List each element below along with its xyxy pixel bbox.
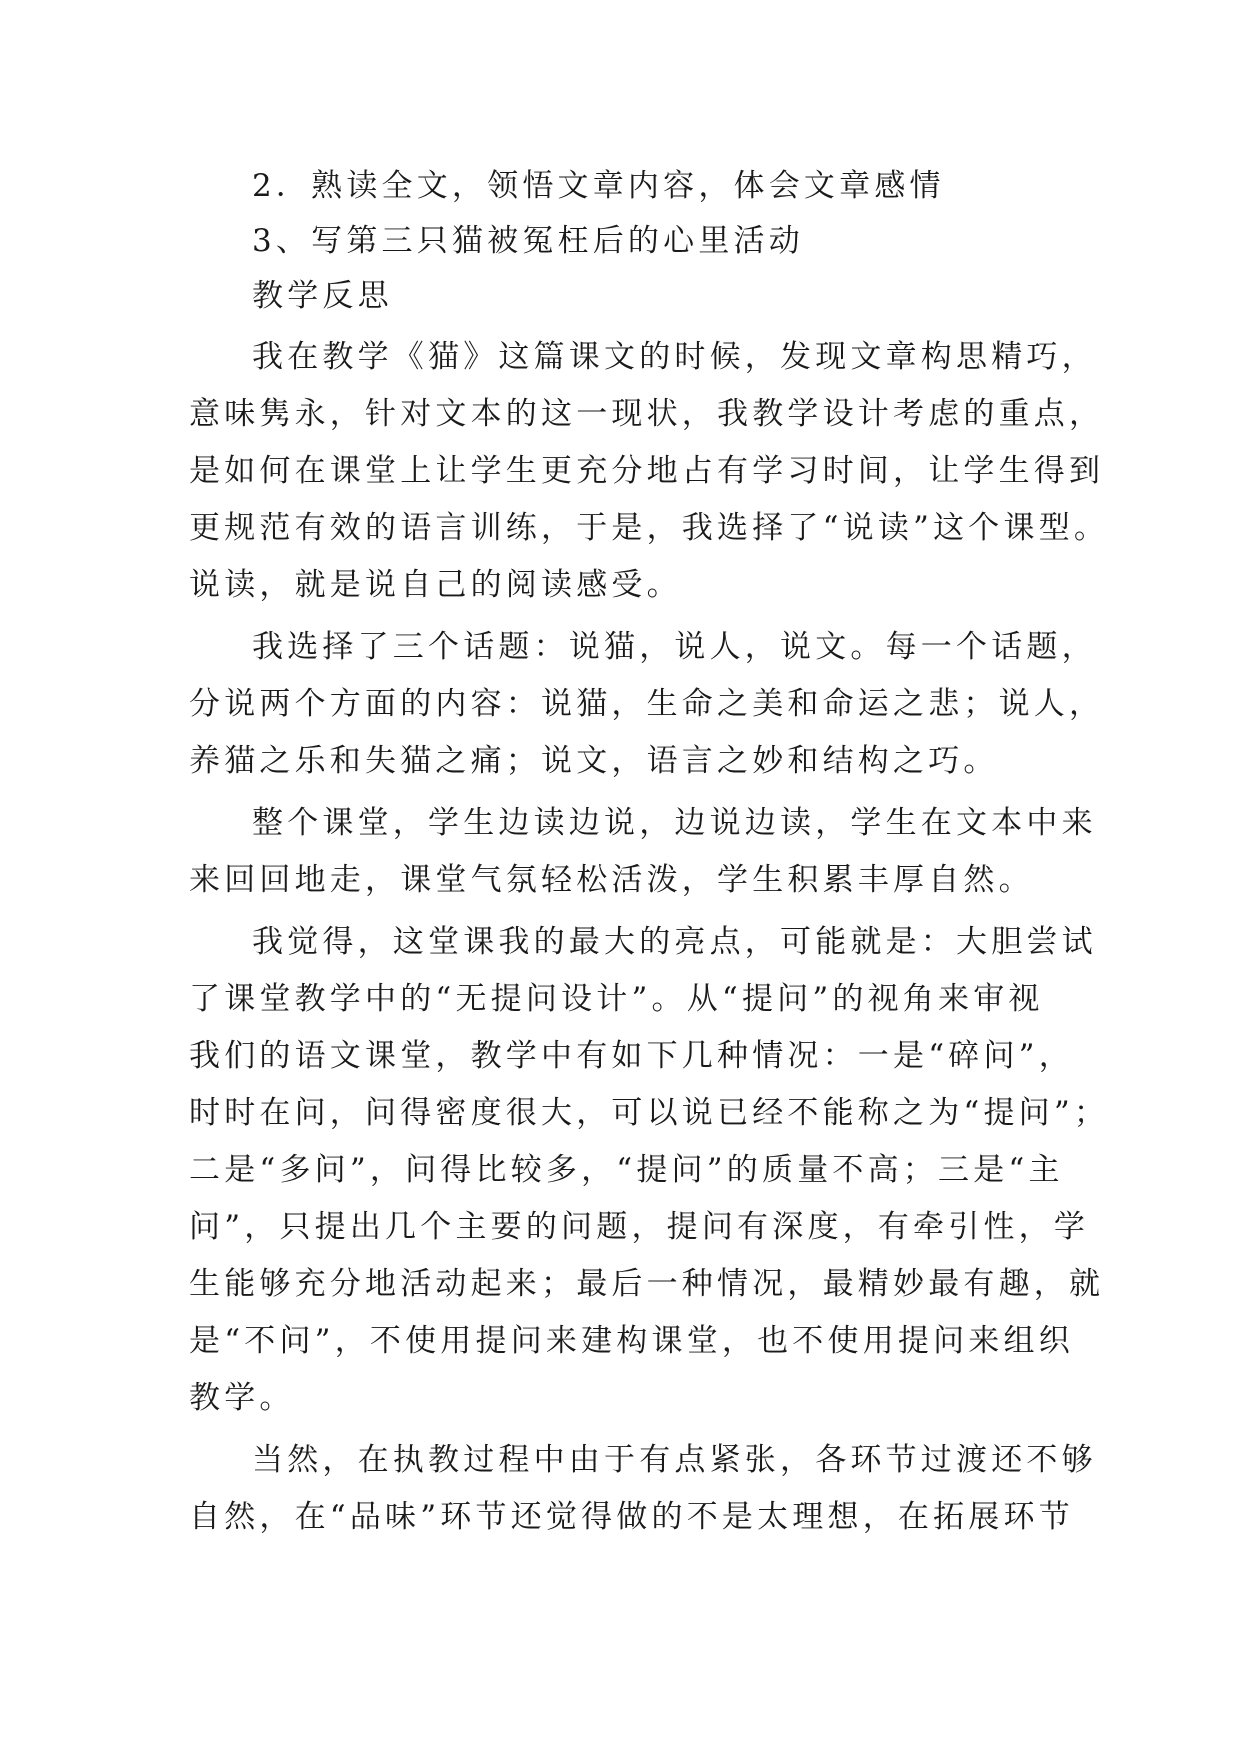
paragraph-line: 当然，在执教过程中由于有点紧张，各环节过渡还不够 xyxy=(252,1442,1097,1478)
paragraph-line: 了课堂教学中的“无提问设计”。从“提问”的视角来审视 xyxy=(189,981,1044,1017)
paragraph-line: 生能够充分地活动起来；最后一种情况，最精妙最有趣，就 xyxy=(189,1266,1105,1302)
paragraph-line: 我在教学《猫》这篇课文的时候，发现文章构思精巧， xyxy=(252,339,1097,375)
paragraph-line: 是“不问”，不使用提问来建构课堂，也不使用提问来组织 xyxy=(189,1323,1074,1359)
paragraph-line: 二是“多问”，问得比较多，“提问”的质量不高；三是“主 xyxy=(189,1152,1064,1188)
paragraph-line: 自然，在“品味”环节还觉得做的不是太理想，在拓展环节 xyxy=(189,1499,1074,1535)
paragraph-line: 整个课堂，学生边读边说，边说边读，学生在文本中来 xyxy=(252,805,1097,841)
paragraph-line: 我们的语文课堂，教学中有如下几种情况：一是“碎问”， xyxy=(189,1038,1074,1074)
paragraph-line: 更规范有效的语言训练，于是，我选择了“说读”这个课型。 xyxy=(189,510,1110,546)
paragraph-line: 意味隽永，针对文本的这一现状，我教学设计考虑的重点， xyxy=(189,396,1105,432)
paragraph-line: 我选择了三个话题：说猫，说人，说文。每一个话题， xyxy=(252,629,1097,665)
paragraph-line: 说读，就是说自己的阅读感受。 xyxy=(189,567,682,603)
item-2-reading-goal: 2．熟读全文，领悟文章内容，体会文章感情 xyxy=(252,168,945,204)
paragraph-line: 来回回地走，课堂气氛轻松活泼，学生积累丰厚自然。 xyxy=(189,862,1034,898)
section-heading-teaching-reflection: 教学反思 xyxy=(252,278,393,314)
paragraph-line: 问”，只提出几个主要的问题，提问有深度，有牵引性，学 xyxy=(189,1209,1090,1245)
paragraph-line: 我觉得，这堂课我的最大的亮点，可能就是：大胆尝试 xyxy=(252,924,1097,960)
paragraph-line: 教学。 xyxy=(189,1380,295,1416)
item-3-writing-task: 3、写第三只猫被冤枉后的心里活动 xyxy=(252,223,804,259)
paragraph-line: 分说两个方面的内容：说猫，生命之美和命运之悲；说人， xyxy=(189,686,1105,722)
paragraph-line: 时时在问，问得密度很大，可以说已经不能称之为“提问”； xyxy=(189,1095,1110,1131)
paragraph-line: 是如何在课堂上让学生更充分地占有学习时间，让学生得到 xyxy=(189,453,1105,489)
paragraph-line: 养猫之乐和失猫之痛；说文，语言之妙和结构之巧。 xyxy=(189,743,999,779)
